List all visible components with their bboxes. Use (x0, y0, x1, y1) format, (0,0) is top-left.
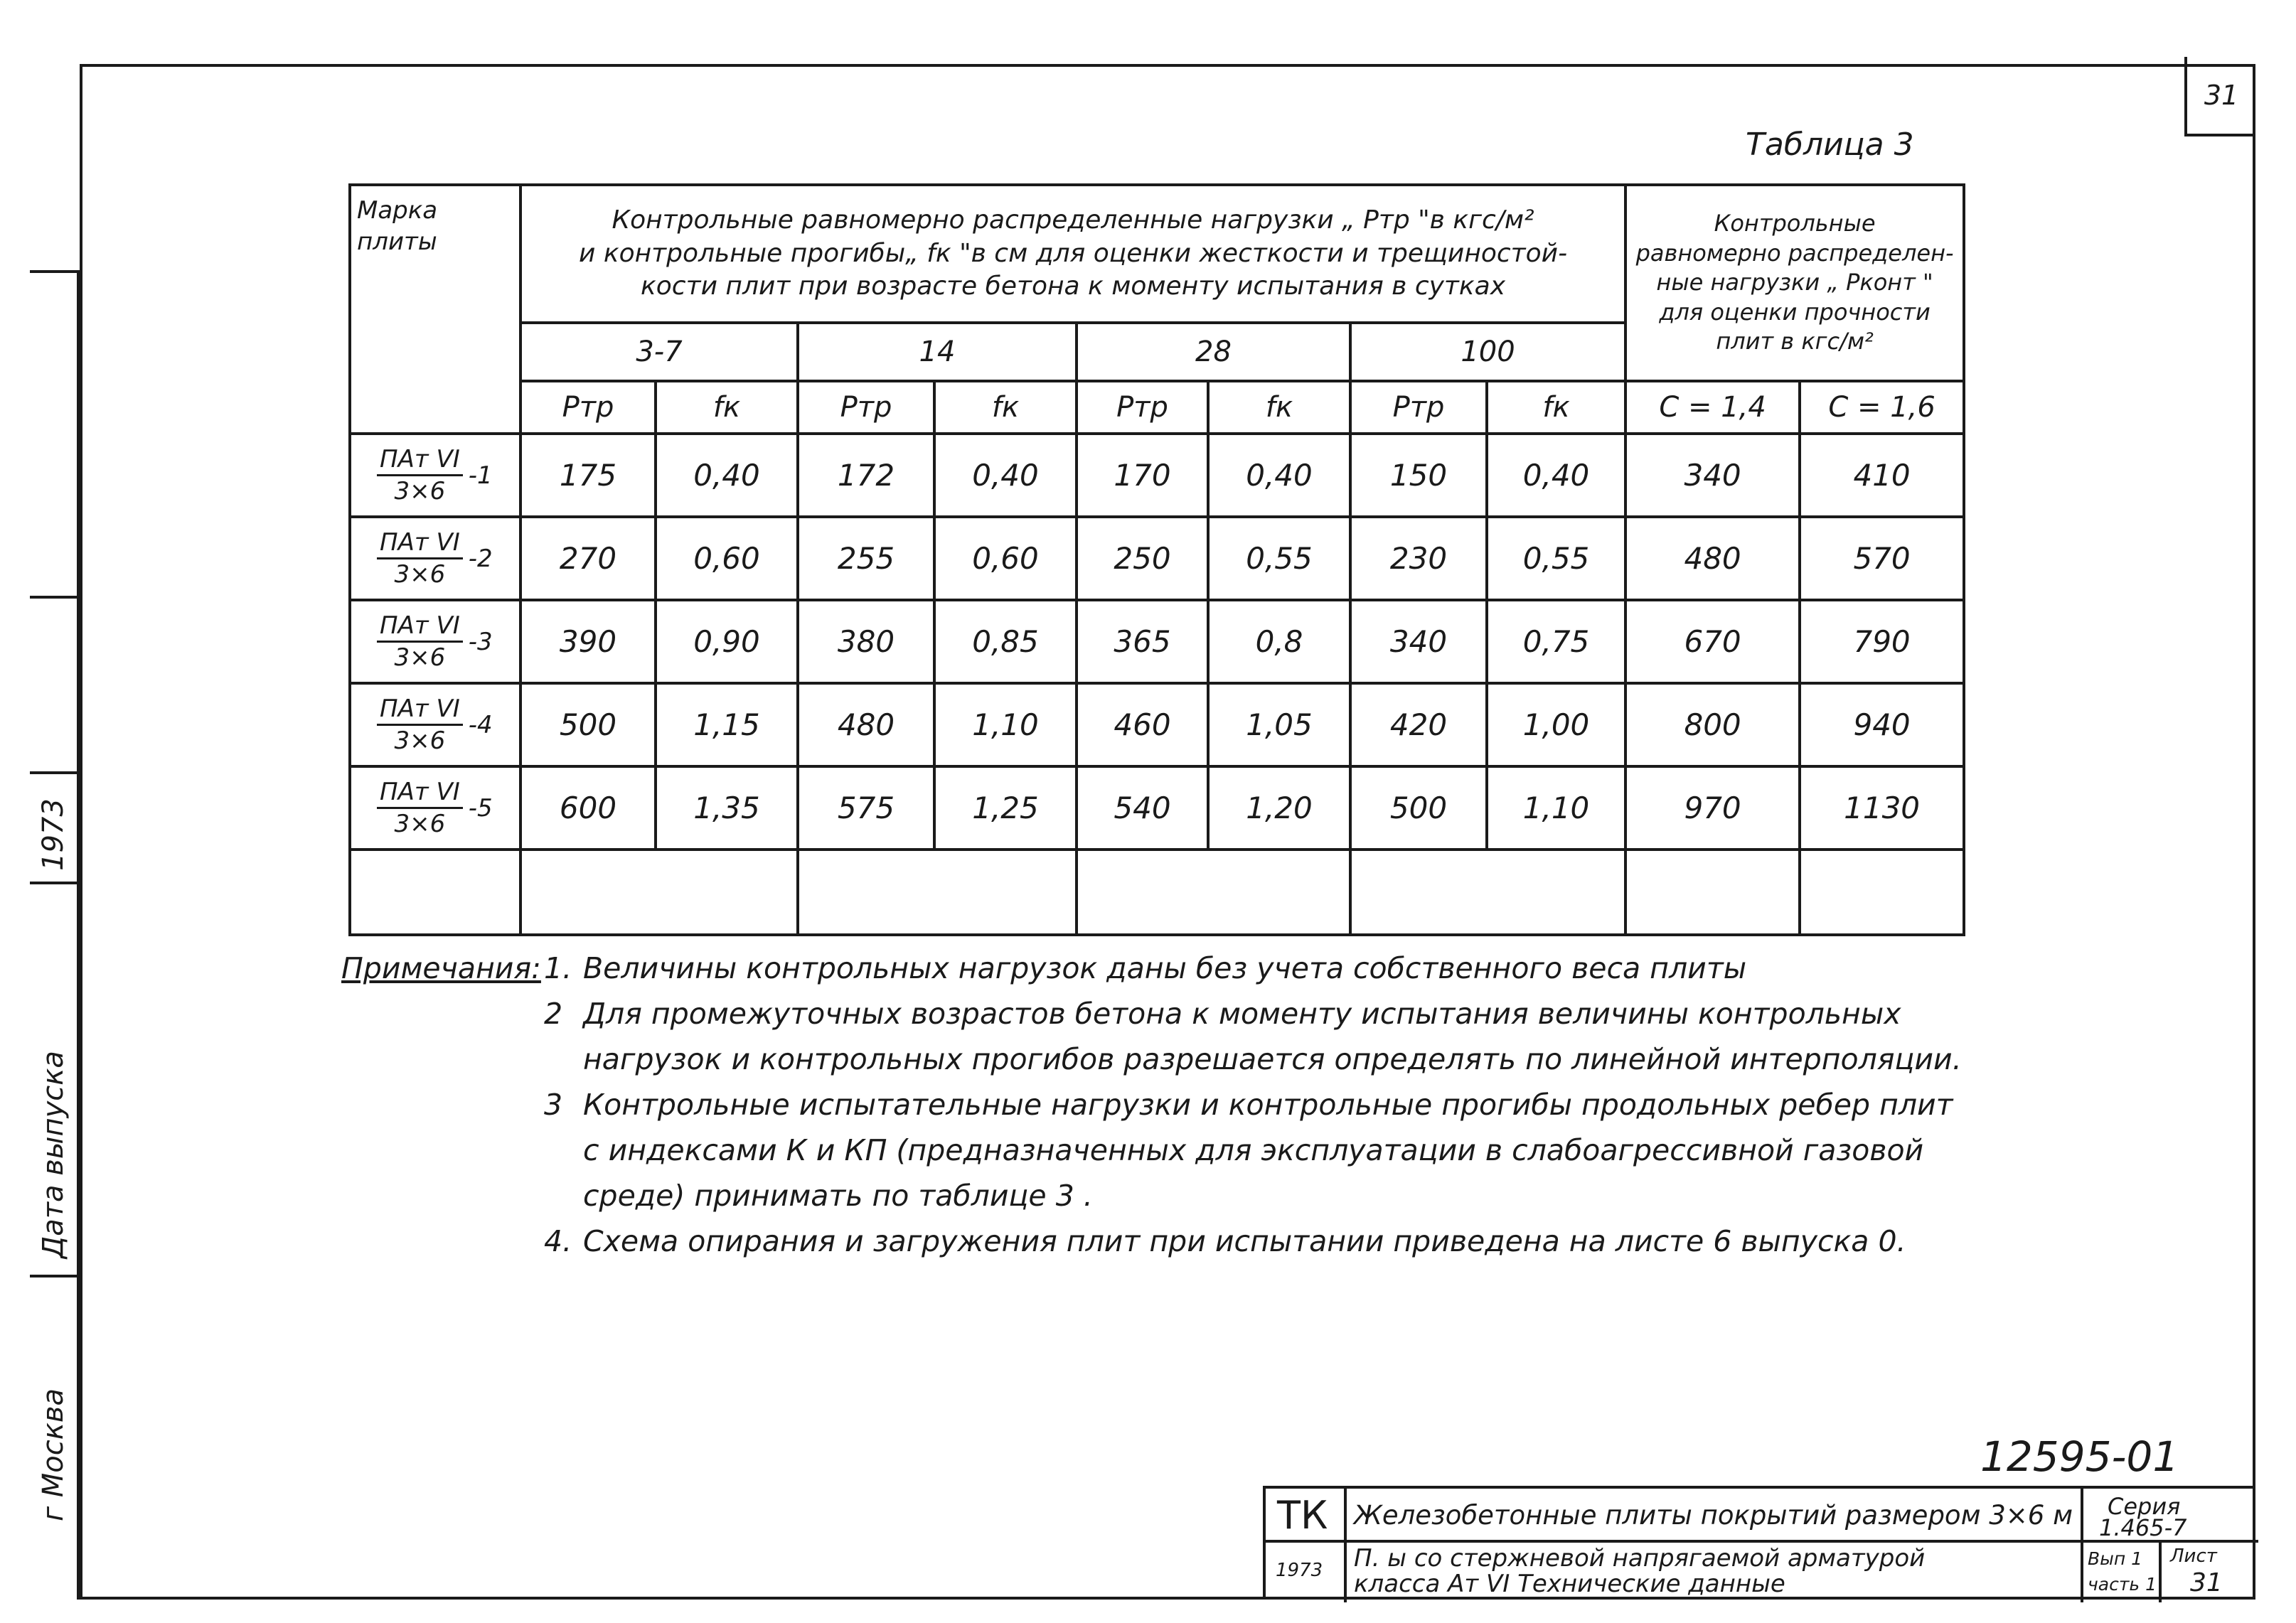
table-cell: 480 (798, 683, 934, 766)
table-cell: 340 (1350, 600, 1487, 683)
strip-divider (30, 771, 80, 774)
issue-part: часть 1 (2088, 1574, 2157, 1595)
table-cell: 1,15 (656, 683, 798, 766)
sheet-corner-number: 31 (2184, 57, 2255, 136)
control-loads-table (348, 183, 1965, 936)
series-value: 1.465-7 (2099, 1514, 2187, 1541)
table-cell: 175 (520, 434, 656, 517)
table-cell: 800 (1625, 683, 1800, 766)
table-cell: 365 (1077, 600, 1208, 683)
table-cell: 1,20 (1208, 766, 1350, 850)
header-age: 100 (1350, 323, 1625, 381)
table-cell: 420 (1350, 683, 1487, 766)
header-p: Pтр (798, 381, 934, 434)
table-cell: 230 (1350, 517, 1487, 600)
header-f: fк (934, 381, 1077, 434)
title-line: Железобетонные плиты покрытий размером 3×6 м (1354, 1500, 2073, 1531)
note-item: 4. Схема опирания и загружения плит при испытании приведена на листе 6 выпуска 0. (544, 1224, 1906, 1258)
table-row (350, 600, 1964, 683)
header-p: Pтр (1077, 381, 1208, 434)
table-row (350, 434, 1964, 517)
header-p: Pтр (1350, 381, 1487, 434)
table-cell: 0,60 (934, 517, 1077, 600)
strip-divider (30, 270, 80, 273)
sheet-label: Лист (2170, 1546, 2217, 1567)
note-item: 1. Величины контрольных нагрузок даны без учета собственного веса плиты (544, 951, 1747, 985)
table-cell: 0,75 (1487, 600, 1625, 683)
note-item: 3 Контрольные испытательные нагрузки и контрольные прогибы продольных ребер плит (544, 1088, 1953, 1122)
table-cell: 670 (1625, 600, 1800, 683)
table-cell: 790 (1800, 600, 1964, 683)
title-block-year: 1973 (1276, 1560, 1323, 1581)
table-cell: 570 (1800, 517, 1964, 600)
header-p: Pтр (520, 381, 656, 434)
strip-date-label: Дата выпуска (37, 1051, 70, 1258)
strip-divider (30, 882, 80, 884)
plate-mark: $\frac{\text{ПАт VI}}{3\times 6}$ -5 (350, 766, 520, 850)
table-cell: 380 (798, 600, 934, 683)
table-cell: 172 (798, 434, 934, 517)
table-cell: 0,55 (1487, 517, 1625, 600)
table-cell: 270 (520, 517, 656, 600)
header-age: 28 (1077, 323, 1350, 381)
note-line: среде) принимать по таблице 3 . (583, 1179, 1093, 1213)
strip-divider (30, 1275, 80, 1277)
series-label: Серия (2108, 1493, 2181, 1520)
header-mark: Марка плиты (350, 185, 520, 434)
table-cell: 1,00 (1487, 683, 1625, 766)
strip-year: 1973 (37, 798, 70, 871)
table-cell: 390 (520, 600, 656, 683)
table-cell: 255 (798, 517, 934, 600)
table-cell: 0,60 (656, 517, 798, 600)
strip-city: г Москва (37, 1388, 70, 1521)
table-cell: 150 (1350, 434, 1487, 517)
table-cell: 0,40 (656, 434, 798, 517)
table-cell: 170 (1077, 434, 1208, 517)
note-item: 2 Для промежуточных возрастов бетона к моменту испытания величины контрольных (544, 997, 1901, 1031)
table-cell: 575 (798, 766, 934, 850)
header-age: 3-7 (520, 323, 798, 381)
table-cell: 0,85 (934, 600, 1077, 683)
table-cell: 0,40 (934, 434, 1077, 517)
table-cell: 1,35 (656, 766, 798, 850)
table-row (350, 517, 1964, 600)
sheet-value: 31 (2190, 1568, 2223, 1597)
plate-mark: $\frac{\text{ПАт VI}}{3\times 6}$ -1 (350, 434, 520, 517)
note-line: нагрузок и контрольных прогибов разрешается определять по линейной интерполяции. (583, 1042, 1962, 1076)
table-cell: 340 (1625, 434, 1800, 517)
table-row-empty (350, 850, 1964, 935)
table-cell: 410 (1800, 434, 1964, 517)
table-cell: 1,10 (1487, 766, 1625, 850)
table-cell: 1,05 (1208, 683, 1350, 766)
table-row (350, 683, 1964, 766)
header-f: fк (656, 381, 798, 434)
table-cell: 480 (1625, 517, 1800, 600)
header-f: fк (1208, 381, 1350, 434)
table-cell: 0,90 (656, 600, 798, 683)
table-cell: 0,40 (1487, 434, 1625, 517)
table-cell: 1,10 (934, 683, 1077, 766)
table-cell: 0,8 (1208, 600, 1350, 683)
plate-mark: $\frac{\text{ПАт VI}}{3\times 6}$ -4 (350, 683, 520, 766)
table-cell: 970 (1625, 766, 1800, 850)
table-cell: 0,55 (1208, 517, 1350, 600)
table-cell: 500 (1350, 766, 1487, 850)
table-row (350, 766, 1964, 850)
table-cell: 460 (1077, 683, 1208, 766)
table-cell: 540 (1077, 766, 1208, 850)
header-control-loads: Контрольные равномерно распределенные нагрузки „ Pтр "в кгс/м² и контрольные прогибы„ fк "в см для оценки жесткости и трещиностой- кости плит при возрасте бетона к моменту испытания в сутках (520, 185, 1625, 323)
table-cell: 940 (1800, 683, 1964, 766)
plate-mark: $\frac{\text{ПАт VI}}{3\times 6}$ -2 (350, 517, 520, 600)
header-f: fк (1487, 381, 1625, 434)
plate-mark: $\frac{\text{ПАт VI}}{3\times 6}$ -3 (350, 600, 520, 683)
note-line: с индексами К и КП (предназначенных для эксплуатации в слабоагрессивной газовой (583, 1133, 1924, 1167)
header-c2: C = 1,6 (1800, 381, 1964, 434)
table-label: Таблица 3 (1746, 127, 1914, 163)
strip-divider (30, 596, 80, 599)
table-cell: 500 (520, 683, 656, 766)
org-code: ТК (1277, 1493, 1328, 1538)
notes-title: Примечания: (341, 951, 541, 985)
title-line: П. ы со стержневой напрягаемой арматурой (1354, 1544, 1926, 1573)
issue-label: Вып 1 (2088, 1548, 2143, 1569)
header-age: 14 (798, 323, 1077, 381)
header-c1: C = 1,4 (1625, 381, 1800, 434)
table-cell: 1,25 (934, 766, 1077, 850)
header-strength-loads: Контрольные равномерно распределен- ные нагрузки „ Pконт " для оценки прочности плит в кгс/м² (1625, 185, 1964, 381)
table-cell: 600 (520, 766, 656, 850)
table-cell: 250 (1077, 517, 1208, 600)
title-line: класса Ат VI Технические данные (1354, 1570, 1785, 1598)
title-block (1263, 1486, 2255, 1600)
table-cell: 1130 (1800, 766, 1964, 850)
table-cell: 0,40 (1208, 434, 1350, 517)
document-number: 12595-01 (1980, 1432, 2179, 1481)
